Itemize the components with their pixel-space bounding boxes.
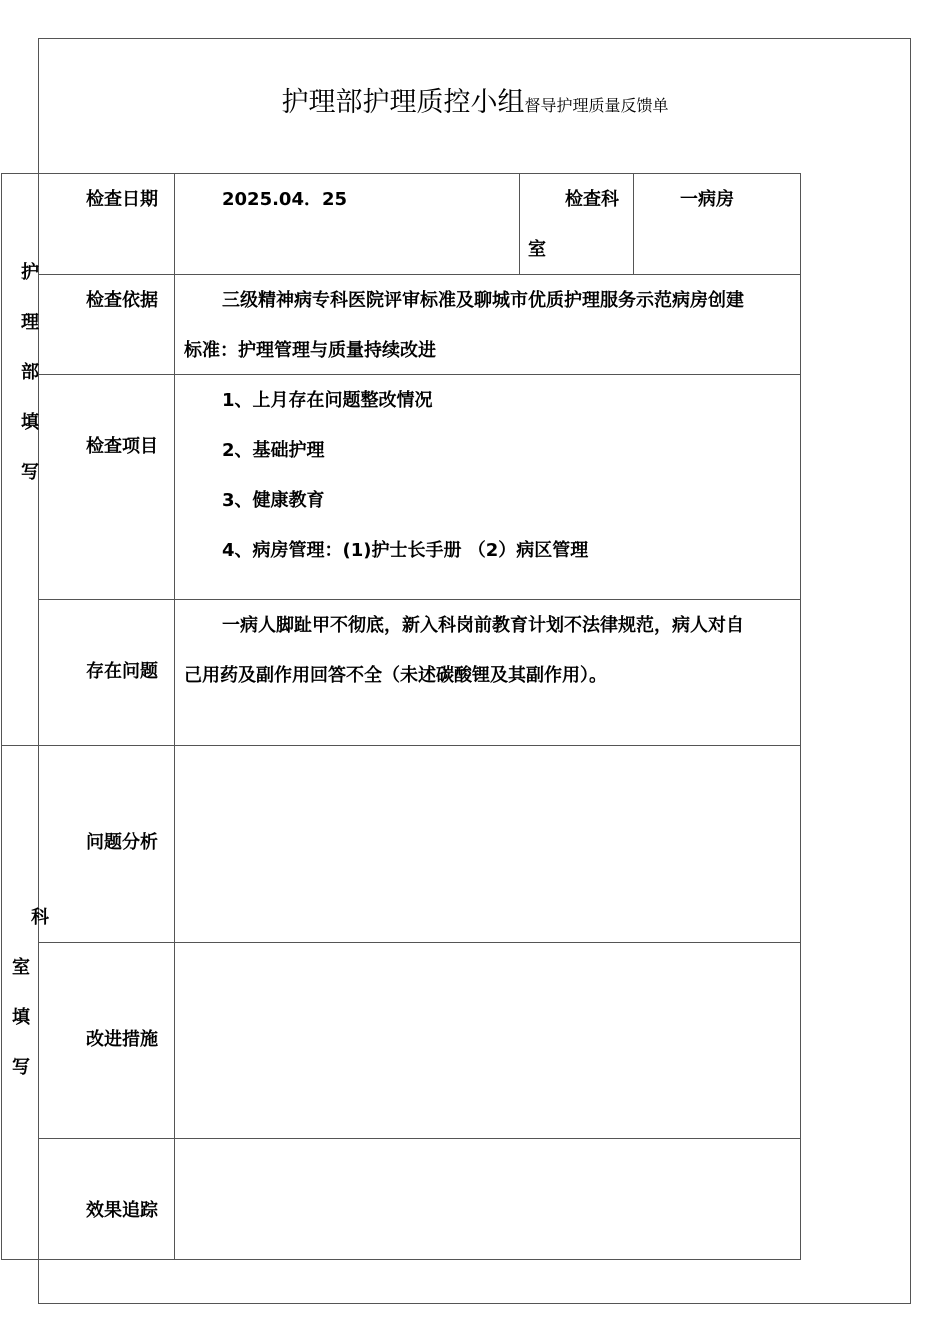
check-dept-value: 一病房 <box>680 189 734 210</box>
check-item: 3、健康教育 <box>222 490 325 511</box>
measures-input[interactable] <box>181 948 793 1132</box>
followup-label: 效果追踪 <box>86 1200 158 1221</box>
check-date-value: 2025.04．25 <box>222 189 348 210</box>
side-label-nursing-dept: 护 理 部 填 写 <box>21 262 39 483</box>
measures-label: 改进措施 <box>86 1029 158 1050</box>
basis-label: 检查依据 <box>86 290 158 311</box>
problems-label: 存在问题 <box>86 661 158 682</box>
form-title <box>0 80 950 119</box>
problems-line-1: 一病人脚趾甲不彻底，新入科岗前教育计划不法律规范，病人对自 <box>222 615 744 636</box>
analysis-input[interactable] <box>181 751 793 936</box>
problems-line-2: 己用药及副作用回答不全（未述碳酸锂及其副作用）。 <box>184 665 607 686</box>
title-sub: 督导护理质量反馈单 <box>524 96 669 115</box>
check-dept-label-cont: 室 <box>528 239 546 260</box>
followup-input[interactable] <box>181 1144 793 1254</box>
analysis-label: 问题分析 <box>86 832 158 853</box>
items-label: 检查项目 <box>86 436 158 457</box>
basis-line-2: 标准：护理管理与质量持续改进 <box>184 340 436 361</box>
side-label-department: 科 室 填 写 <box>12 907 49 1078</box>
check-item: 2、基础护理 <box>222 440 325 461</box>
check-item: 4、病房管理：(1)护士长手册 （2）病区管理 <box>222 540 589 561</box>
check-item: 1、上月存在问题整改情况 <box>222 390 433 411</box>
check-date-label: 检查日期 <box>86 189 158 210</box>
feedback-table <box>1 173 801 1260</box>
check-dept-label: 检查科 <box>565 189 619 210</box>
basis-line-1: 三级精神病专科医院评审标准及聊城市优质护理服务示范病房创建 <box>222 290 744 311</box>
title-main: 护理部护理质控小组 <box>281 87 525 118</box>
